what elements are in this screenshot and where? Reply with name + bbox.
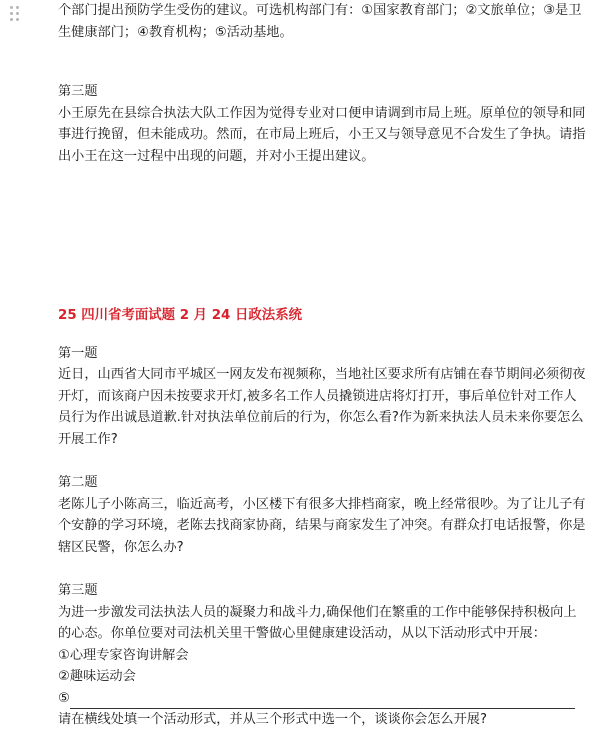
question-3b (58, 580, 586, 731)
intro-block (58, 0, 586, 43)
question-heading: 第二题 (58, 475, 98, 490)
option-number: ⑤ (58, 690, 70, 706)
question-closing: 请在横线处填一个活动形式，并从三个形式中选一个，谈谈你会怎么开展? (58, 712, 487, 727)
question-text: 老陈儿子小陈高三，临近高考，小区楼下有很多大排档商家，晚上经常很吵。为了让儿子有个安静的学习环境，老陈去找商家协商，结果与商家发生了冲突。有群众打电话报警，你是辖区民警，你怎么办? (58, 496, 586, 555)
section-title: 25 四川省考面试题 2 月 24 日政法系统 (58, 308, 302, 323)
question-2 (58, 472, 586, 558)
question-text: 小王原先在县综合执法大队工作因为觉得专业对口便申请调到市局上班。原单位的领导和同事进行挽留，但未能成功。然而，在市局上班后，小王又与领导意见不合发生了争执。请指出小王在这一过程中出现的问题，并对小王提出建议。 (58, 105, 586, 164)
question-heading: 第三题 (58, 84, 98, 99)
question-heading: 第一题 (58, 345, 98, 361)
question-heading: 第三题 (58, 583, 98, 598)
option-item: ②趣味运动会 (58, 669, 136, 684)
question-text: 近日，山西省大同市平城区一网友发布视频称，当地社区要求所有店铺在春节期间必须彻夜开灯，而该商户因未按要求开灯,被多名工作人员撬锁进店将灯打开，事后单位针对工作人员行为作出诚恳道歉.针对执法单位前后的行为，你怎么看?作为新来执法人员未来你要怎么开展工作? (58, 367, 586, 447)
drag-handle-icon[interactable] (10, 6, 20, 21)
intro-paragraph: 个部门提出预防学生受伤的建议。可选机构部门有：①国家教育部门；②文旅单位；③是卫生健康部门；④教育机构；⑤活动基地。 (58, 3, 582, 40)
document-page (58, 0, 586, 731)
question-1 (58, 343, 586, 451)
question-text: 为进一步激发司法执法人员的凝聚力和战斗力,确保他们在繁重的工作中能够保持积极向上的心态。你单位要对司法机关里干警做心里健康建设活动，从以下活动形式中开展： (58, 604, 577, 641)
question-3a (58, 81, 586, 167)
option-blank-item (58, 688, 586, 710)
option-item: ①心理专家咨询讲解会 (58, 647, 189, 663)
